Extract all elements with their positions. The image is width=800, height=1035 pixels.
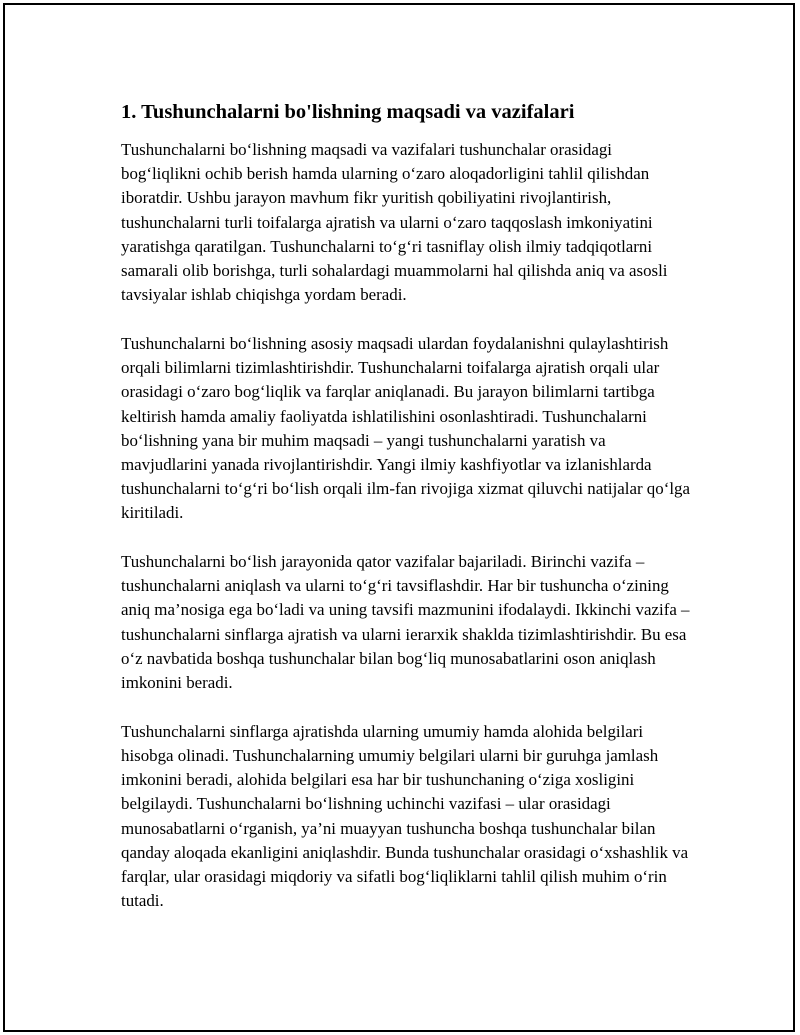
page-frame <box>3 3 795 1032</box>
paragraph-3: Tushunchalarni bo‘lish jarayonida qator vazifalar bajariladi. Birinchi vazifa – tushunchalarni aniqlash va ularni to‘g‘ri tavsiflashdir. Har bir tushuncha o‘zining aniq ma’nosiga ega bo‘ladi va uning tavsifi mazmunini ifodalaydi. Ikkinchi vazifa – tushunchalarni sinflarga ajratish va ularni ierarxik shaklda tizimlashtirishdir. Bu esa o‘z navbatida boshqa tushunchalar bilan bog‘liq munosabatlarini oson aniqlash imkonini beradi. <box>121 552 690 693</box>
paragraph-1: Tushunchalarni bo‘lishning maqsadi va vazifalari tushunchalar orasidagi bog‘liqlikni ochib berish hamda ularning o‘zaro aloqadorligini tahlil qilishdan iboratdir. Ushbu jarayon mavhum fikr yuritish qobiliyatini rivojlantirish, tushunchalarni turli toifalarga ajratish va ularni o‘zaro taqqoslash imkoniyatini yaratishga qaratilgan. Tushunchalarni to‘g‘ri tasniflay olish ilmiy tadqiqotlarni samarali olib borishga, turli sohalardagi muammolarni hal qilishda aniq va asosli tavsiyalar ishlab chiqishga yordam beradi. <box>121 140 668 305</box>
document-body <box>121 98 691 938</box>
paragraph-4: Tushunchalarni sinflarga ajratishda ularning umumiy hamda alohida belgilari hisobga olinadi. Tushunchalarning umumiy belgilari ularni bir guruhga jamlash imkonini beradi, alohida belgilari esa har bir tushunchaning o‘ziga xosligini belgilaydi. Tushunchalarni bo‘lishning uchinchi vazifasi – ular orasidagi munosabatlarni o‘rganish, ya’ni muayyan tushuncha boshqa tushunchalar bilan qanday aloqada ekanligini aniqlashdir. Bunda tushunchalar orasidagi o‘xshashlik va farqlar, ular orasidagi miqdoriy va sifatli bog‘liqliklarni tahlil qilish muhim o‘rin tutadi. <box>121 721 689 911</box>
section-heading: 1. Tushunchalarni bo'lishning maqsadi va vazifalari <box>121 101 575 123</box>
paragraph-2: Tushunchalarni bo‘lishning asosiy maqsadi ulardan foydalanishni qulaylashtirish orqali bilimlarni tizimlashtirishdir. Tushunchalarni toifalarga ajratish orqali ular orasidagi o‘zaro bog‘liqlik va farqlar aniqlanadi. Bu jarayon bilimlarni tartibga keltirish hamda amaliy faoliyatda ishlatilishini osonlashtiradi. Tushunchalarni bo‘lishning yana bir muhim maqsadi – yangi tushunchalarni yaratish va mavjudlarini yanada rivojlantirishdir. Yangi ilmiy kashfiyotlar va izlanishlarda tushunchalarni to‘g‘ri bo‘lish orqali ilm-fan rivojiga xizmat qiluvchi natijalar qo‘lga kiritiladi. <box>121 333 690 523</box>
